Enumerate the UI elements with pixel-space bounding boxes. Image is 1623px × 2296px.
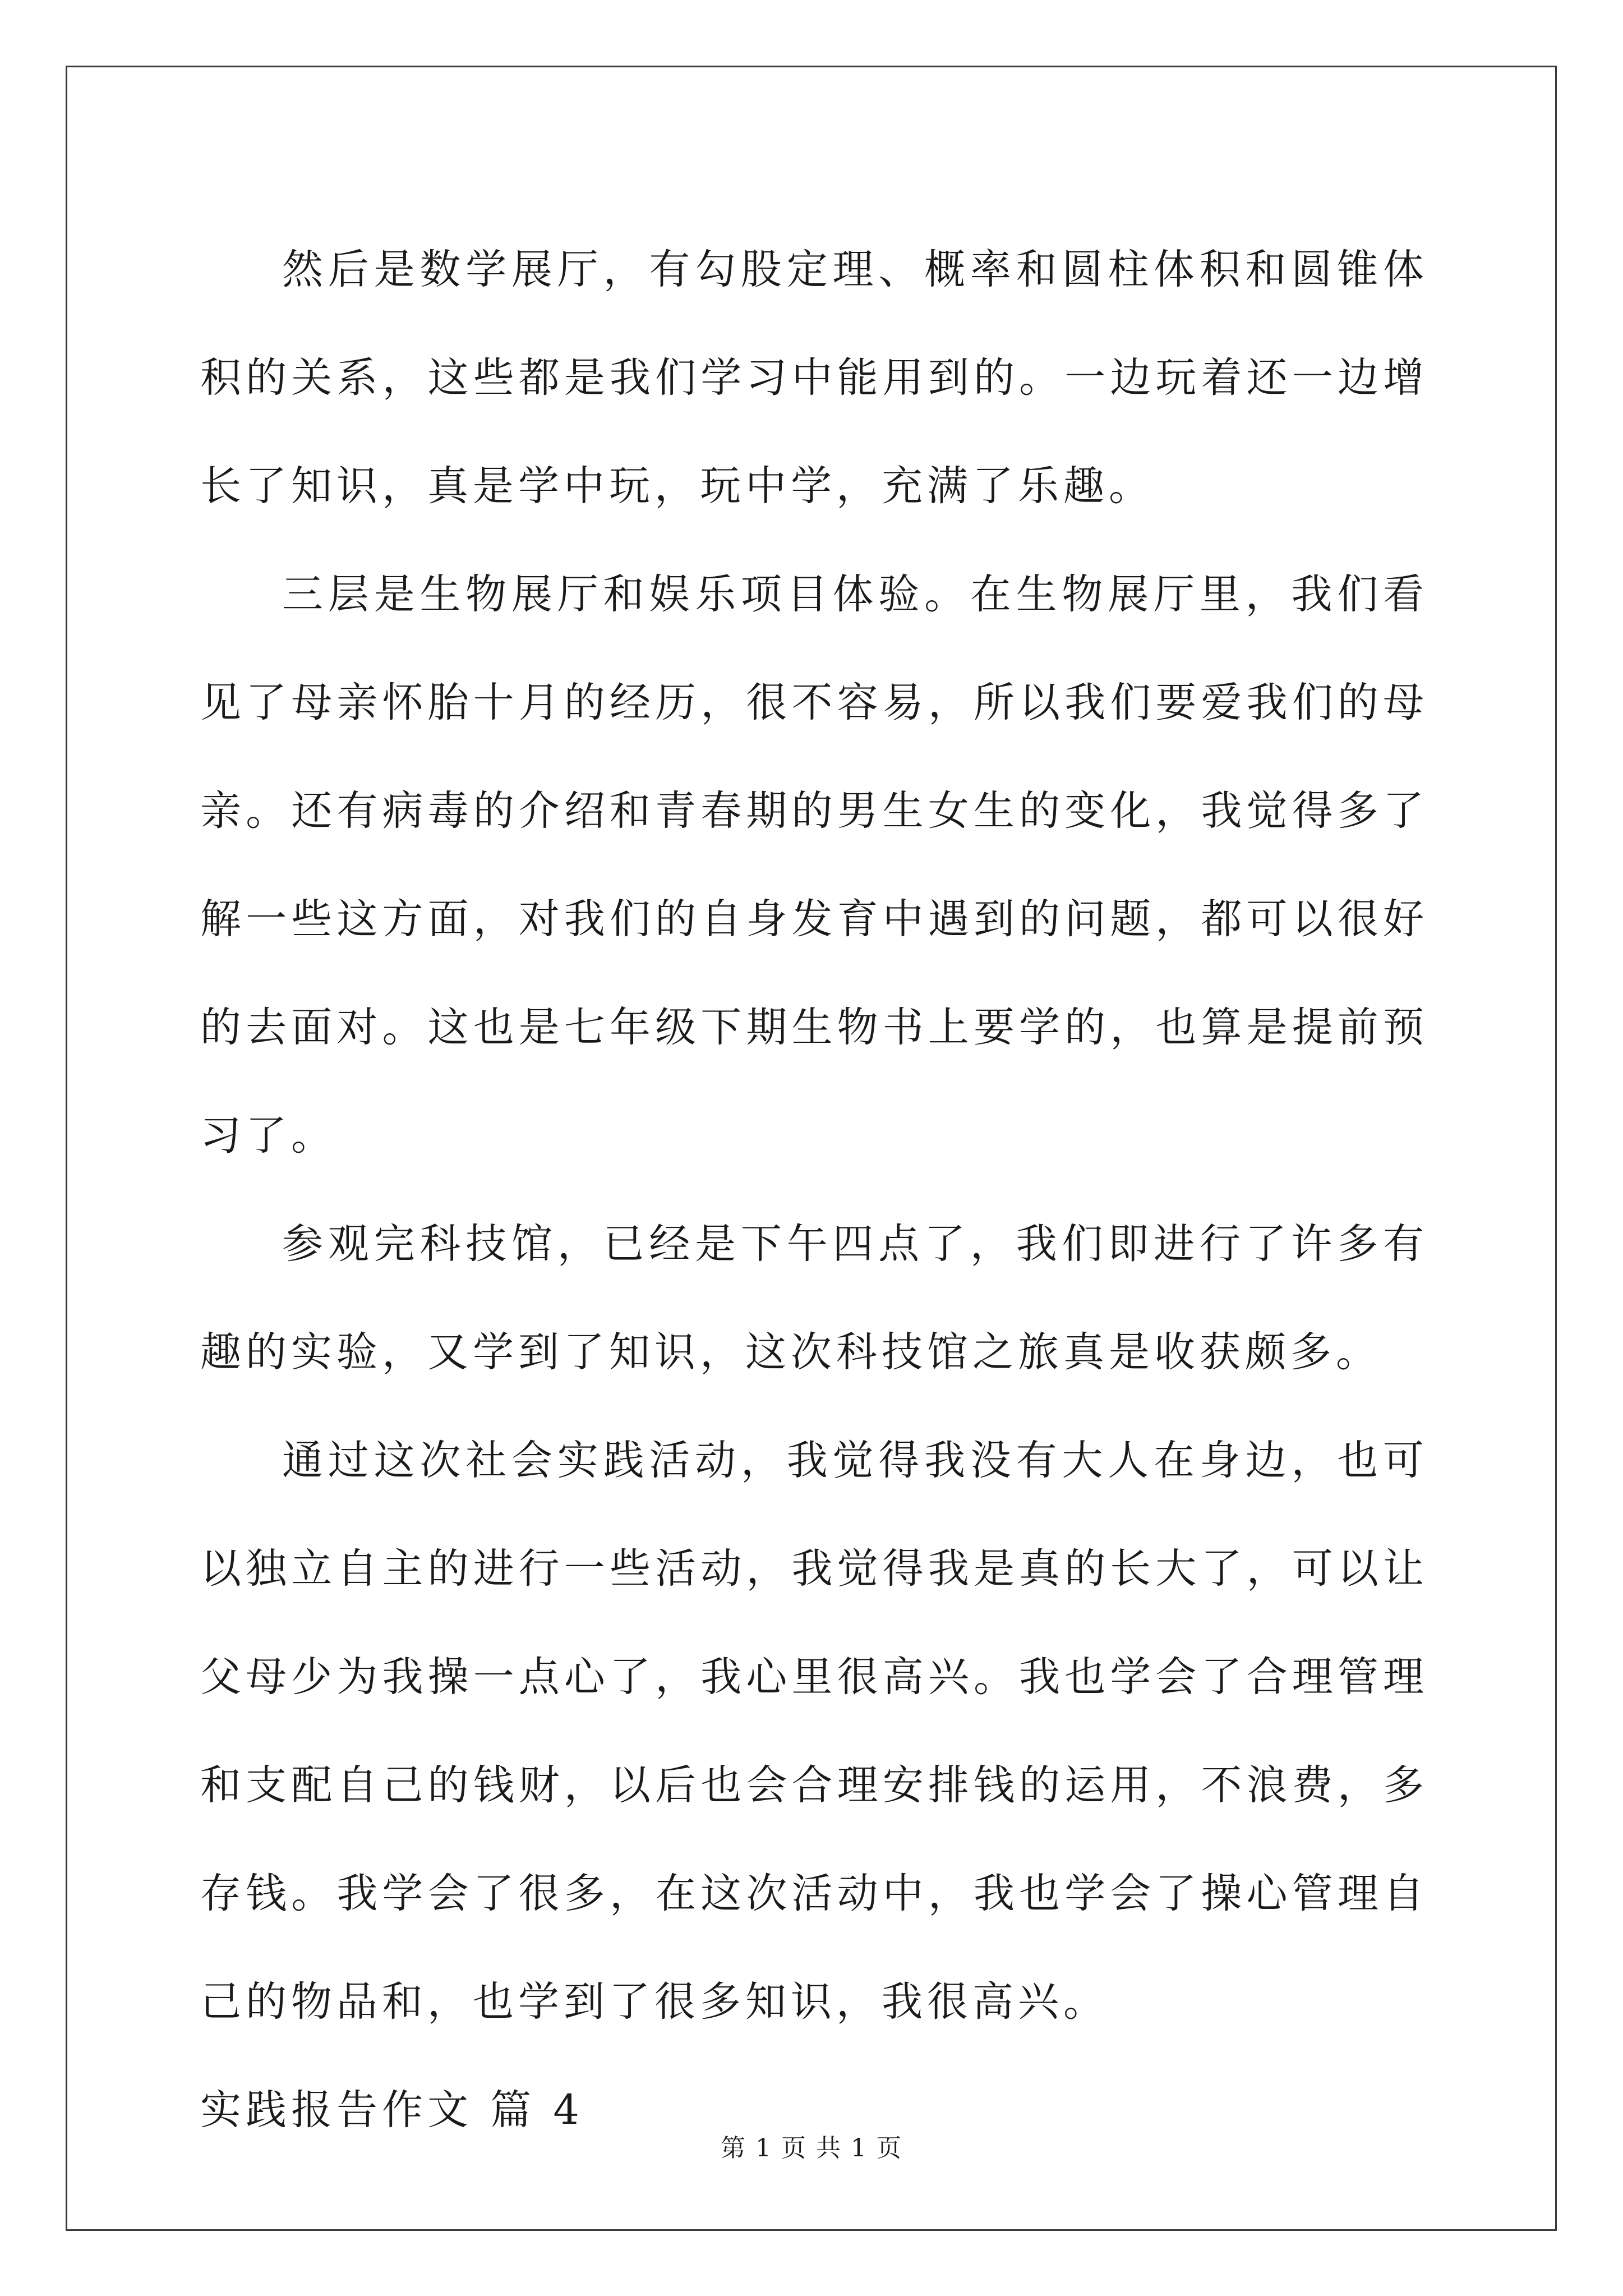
page-footer: 第 1 页 共 1 页 — [721, 2134, 902, 2162]
document-body — [200, 215, 1428, 2164]
paragraph-math-hall: 然后是数学展厅，有勾股定理、概率和圆柱体积和圆锥体积的关系，这些都是我们学习中能用到的。一边玩着还一边增长了知识，真是学中玩，玩中学，充满了乐趣。 — [200, 246, 1428, 510]
paragraph-biology-hall: 三层是生物展厅和娱乐项目体验。在生物展厅里，我们看见了母亲怀胎十月的经历，很不容易，所以我们要爱我们的母亲。还有病毒的介绍和青春期的男生女生的变化，我觉得多了解一些这方面，对我们的自身发育中遇到的问题，都可以很好的去面对。这也是七年级下期生物书上要学的，也算是提前预习了。 — [200, 570, 1428, 1159]
paragraph-visit-summary: 参观完科技馆，已经是下午四点了，我们即进行了许多有趣的实验，又学到了知识，这次科技馆之旅真是收获颇多。 — [200, 1220, 1428, 1376]
paragraph-reflection: 通过这次社会实践活动，我觉得我没有大人在身边，也可以独立自主的进行一些活动，我觉得我是真的长大了，可以让父母少为我操一点心了，我心里很高兴。我也学会了合理管理和支配自己的钱财，以后也会合理安排钱的运用，不浪费，多存钱。我学会了很多，在这次活动中，我也学会了操心管理自己的物品和，也学到了很多知识，我很高兴。 — [200, 1437, 1428, 2026]
section-heading: 实践报告作文 篇 4 — [200, 2086, 584, 2134]
